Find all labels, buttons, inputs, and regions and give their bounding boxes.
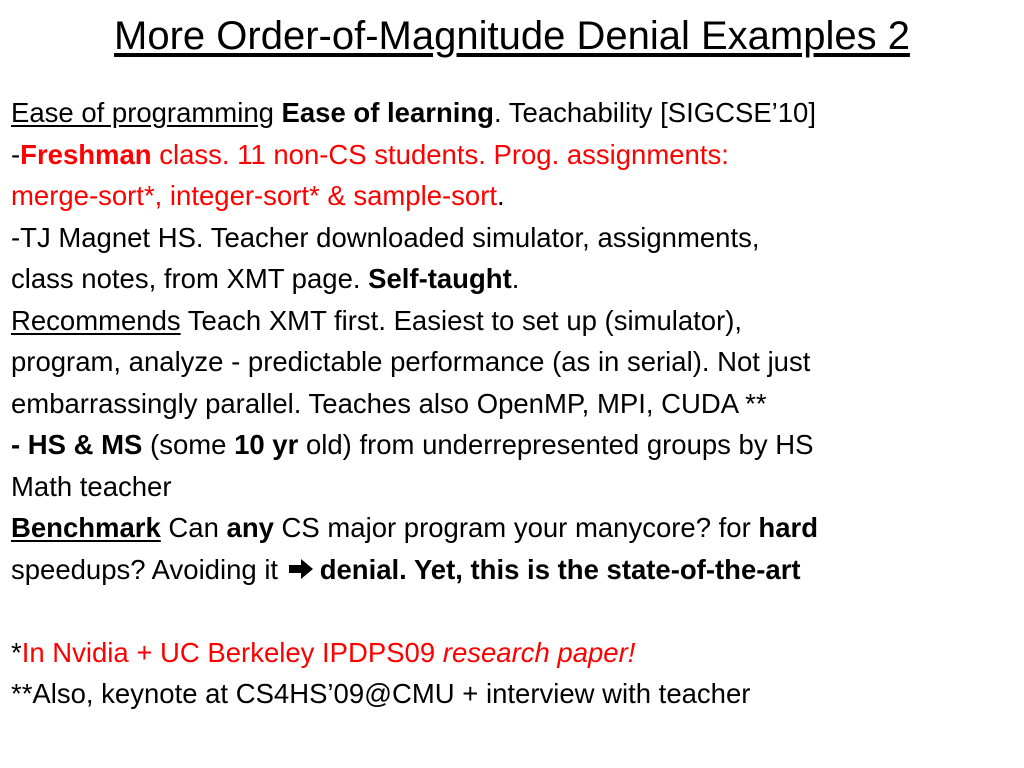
line-5 [11, 258, 1021, 300]
keynote-text: **Also, keynote at CS4HS’09@CMU + interview with teacher [11, 678, 751, 709]
line-11 [11, 507, 1021, 549]
can-text: Can [160, 512, 227, 543]
math-teacher-text: Math teacher [11, 470, 172, 502]
denial-text: denial. Yet, this is the state-of-the-art [319, 553, 801, 585]
self-taught-text: Self-taught [368, 263, 512, 294]
embarrassingly-parallel-text: embarrassingly parallel. Teaches also OpenMP, MPI, CUDA ** [11, 387, 767, 419]
recommends-text: Recommends [11, 304, 181, 336]
line-6 [11, 300, 1021, 342]
line-13 [11, 632, 1021, 674]
sort-assignments-text: merge-sort*, integer-sort* & sample-sort [11, 180, 497, 211]
freshman-class-text: class. 11 non-CS students. Prog. assignments: [151, 138, 729, 170]
slide-body [11, 92, 1021, 715]
some-text: (some [142, 429, 235, 460]
teachability-text: . Teachability [SIGCSE’10] [493, 97, 816, 128]
footnote-star: * [11, 636, 22, 668]
ease-of-learning: Ease of learning [281, 97, 494, 128]
line-1 [11, 92, 1021, 134]
speedups-text: speedups? Avoiding it [11, 553, 286, 585]
line-4 [11, 217, 1021, 259]
ten-yr-text: 10 yr [234, 429, 299, 460]
freshman-text: Freshman [20, 138, 152, 170]
benchmark-text: Benchmark [11, 512, 161, 543]
line-3 [11, 175, 1021, 217]
right-arrow-icon [288, 550, 314, 592]
slide-title: More Order-of-Magnitude Denial Examples 2 [114, 14, 910, 58]
nvidia-text: In Nvidia + UC Berkeley IPDPS09 [21, 636, 443, 668]
line-10 [11, 466, 1021, 508]
any-text: any [226, 512, 274, 543]
underrepresented-text: old) from underrepresented groups by HS [298, 429, 814, 460]
ease-of-programming: Ease of programming [11, 97, 274, 128]
cs-major-text: CS major program your manycore? for [273, 512, 759, 543]
line-9 [11, 424, 1021, 466]
period: . [497, 180, 505, 211]
blank-line [11, 590, 1021, 632]
program-analyze-text: program, analyze - predictable performance (as in serial). Not just [11, 346, 811, 377]
line-2 [11, 134, 1021, 176]
hs-ms-text: - HS & MS [11, 429, 143, 460]
class-notes-text: class notes, from XMT page. [11, 263, 369, 294]
line-7 [11, 341, 1021, 383]
tj-magnet-text: -TJ Magnet HS. Teacher downloaded simulator, assignments, [11, 221, 760, 253]
hard-text: hard [758, 512, 818, 543]
line-14 [11, 673, 1021, 715]
line-8 [11, 383, 1021, 425]
research-paper-text: research paper! [442, 636, 636, 668]
period: . [511, 263, 520, 294]
line-12 [11, 549, 1021, 591]
teach-xmt-text: Teach XMT first. Easiest to set up (simulator), [180, 304, 743, 336]
dash: - [11, 138, 21, 170]
